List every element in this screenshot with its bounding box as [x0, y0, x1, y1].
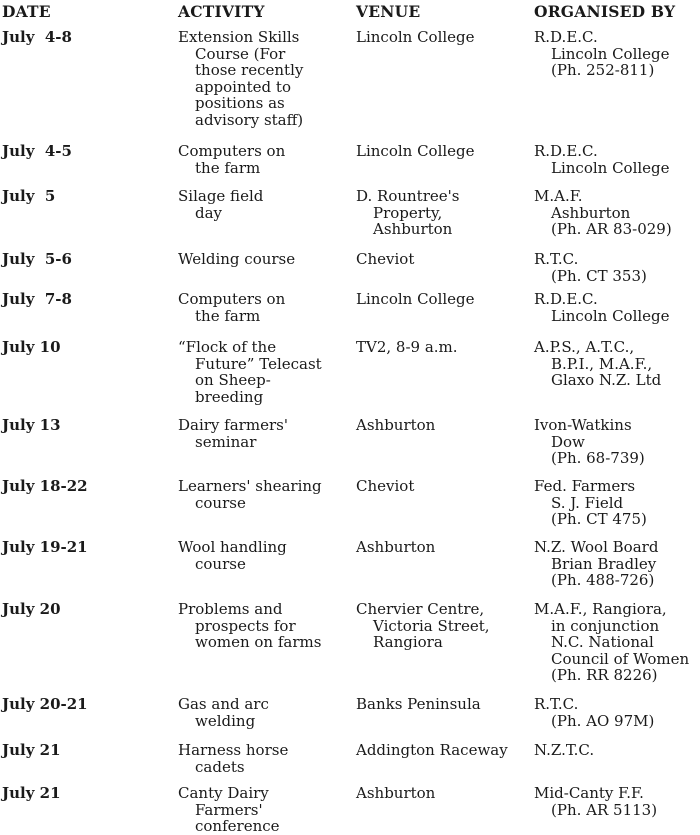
- event-activity-line: “Flock of the: [178, 338, 277, 356]
- event-activity: [178, 785, 348, 835]
- event-organiser-line: (Ph. 252-811): [551, 61, 655, 79]
- event-venue-line: Addington Raceway: [356, 741, 508, 759]
- event-date: July 20-21: [2, 695, 88, 713]
- event-venue-line: Lincoln College: [356, 142, 475, 160]
- event-activity: [178, 696, 348, 729]
- event-activity-line: advisory staff): [195, 110, 304, 129]
- event-activity-line: on Sheep-: [195, 371, 271, 389]
- event-venue-line: Rangiora: [373, 633, 443, 651]
- event-activity: [178, 143, 348, 176]
- event-organiser: [534, 417, 700, 467]
- event-venue-line: Lincoln College: [356, 28, 475, 46]
- event-venue: [356, 785, 526, 802]
- event-activity-line: conference: [195, 817, 280, 835]
- event-organiser: [534, 696, 700, 729]
- event-organiser-line: R.D.E.C.: [534, 28, 598, 46]
- event-venue-line: Lincoln College: [356, 290, 475, 308]
- event-organiser-line: (Ph. AR 5113): [551, 800, 658, 819]
- event-organiser-line: Brian Bradley: [551, 554, 657, 573]
- event-organiser-line: B.P.I., M.A.F.,: [551, 354, 653, 373]
- event-activity-line: prospects for: [195, 616, 296, 635]
- event-organiser: [534, 601, 700, 684]
- event-activity: [178, 251, 348, 268]
- event-activity-line: positions as: [195, 94, 285, 112]
- event-organiser-line: M.A.F., Rangiora,: [534, 600, 667, 618]
- event-organiser-line: M.A.F.: [534, 187, 583, 205]
- event-venue: [356, 291, 526, 308]
- event-organiser: [534, 143, 700, 176]
- event-venue: [356, 417, 526, 434]
- event-activity: [178, 417, 348, 450]
- event-activity-line: Computers on: [178, 142, 286, 160]
- event-venue: [356, 478, 526, 495]
- event-organiser-line: Fed. Farmers: [534, 477, 636, 495]
- event-venue: [356, 339, 526, 356]
- event-date: July 21: [2, 741, 61, 759]
- event-venue-line: Victoria Street,: [373, 616, 490, 635]
- event-venue-line: Ashburton: [356, 416, 436, 434]
- event-activity-line: Welding course: [178, 250, 296, 268]
- event-date: July 5-6: [2, 250, 72, 268]
- event-organiser-line: (Ph. RR 8226): [551, 666, 658, 684]
- event-organiser-line: R.T.C.: [534, 250, 579, 268]
- event-venue-line: Ashburton: [356, 784, 436, 802]
- event-venue: [356, 601, 526, 651]
- event-activity-line: Farmers': [195, 800, 263, 819]
- event-organiser: [534, 478, 700, 528]
- event-activity-line: the farm: [195, 306, 261, 325]
- header-organiser: ORGANISED BY: [534, 2, 676, 21]
- event-activity: [178, 291, 348, 324]
- event-venue-line: Cheviot: [356, 477, 415, 495]
- event-activity-line: Computers on: [178, 290, 286, 308]
- event-date: July 4-5: [2, 142, 72, 160]
- event-organiser: [534, 29, 700, 79]
- event-activity-line: day: [195, 203, 223, 222]
- event-date: July 20: [2, 600, 61, 618]
- event-organiser: [534, 785, 700, 818]
- event-date: July 5: [2, 187, 56, 205]
- event-organiser-line: (Ph. 488-726): [551, 571, 655, 589]
- event-activity: [178, 188, 348, 221]
- event-date: July 4-8: [2, 28, 72, 46]
- event-organiser: [534, 339, 700, 389]
- event-organiser-line: (Ph. AO 97M): [551, 711, 655, 730]
- event-organiser-line: (Ph. 68-739): [551, 449, 645, 467]
- event-activity: [178, 601, 348, 651]
- event-activity-line: seminar: [195, 432, 257, 451]
- event-organiser-line: Lincoln College: [551, 306, 670, 325]
- event-organiser: [534, 539, 700, 589]
- header-date: DATE: [2, 2, 51, 21]
- event-organiser-line: (Ph. CT 353): [551, 266, 647, 285]
- event-organiser: [534, 742, 700, 759]
- event-organiser-line: N.Z.T.C.: [534, 741, 595, 759]
- event-organiser: [534, 188, 700, 238]
- event-activity-line: Learners' shearing: [178, 477, 322, 495]
- event-activity-line: course: [195, 493, 246, 512]
- event-venue-line: TV2, 8-9 a.m.: [356, 338, 458, 356]
- event-activity-line: those recently: [195, 61, 304, 79]
- event-organiser-line: N.C. National: [551, 633, 654, 651]
- event-activity-line: the farm: [195, 158, 261, 177]
- event-venue-line: Ashburton: [356, 538, 436, 556]
- event-venue: [356, 539, 526, 556]
- event-venue-line: Banks Peninsula: [356, 695, 481, 713]
- event-activity-line: Extension Skills: [178, 28, 300, 46]
- event-venue-line: Ashburton: [373, 220, 453, 238]
- event-venue-line: Cheviot: [356, 250, 415, 268]
- event-activity: [178, 742, 348, 775]
- event-organiser-line: Council of Women: [551, 649, 690, 668]
- event-activity: [178, 29, 348, 128]
- event-venue-line: Property,: [373, 203, 443, 222]
- event-activity-line: cadets: [195, 757, 245, 776]
- event-activity-line: Gas and arc: [178, 695, 269, 713]
- event-activity-line: Course (For: [195, 44, 286, 63]
- event-activity-line: Harness horse: [178, 741, 289, 759]
- event-organiser-line: Dow: [551, 432, 585, 451]
- event-organiser-line: R.D.E.C.: [534, 142, 598, 160]
- event-organiser-line: R.D.E.C.: [534, 290, 598, 308]
- event-date: July 18-22: [2, 477, 88, 495]
- event-organiser-line: A.P.S., A.T.C.,: [534, 338, 635, 356]
- event-organiser-line: Lincoln College: [551, 44, 670, 63]
- event-activity-line: welding: [195, 711, 256, 730]
- event-organiser: [534, 291, 700, 324]
- event-venue: [356, 742, 526, 759]
- event-venue: [356, 188, 526, 238]
- event-activity-line: women on farms: [195, 633, 322, 651]
- event-organiser-line: Ashburton: [551, 203, 631, 222]
- event-organiser-line: Glaxo N.Z. Ltd: [551, 371, 662, 389]
- event-organiser-line: N.Z. Wool Board: [534, 538, 659, 556]
- event-activity-line: appointed to: [195, 77, 291, 96]
- event-activity: [178, 478, 348, 511]
- event-activity-line: Problems and: [178, 600, 283, 618]
- event-activity-line: Dairy farmers': [178, 416, 288, 434]
- event-organiser-line: Lincoln College: [551, 158, 670, 177]
- event-activity: [178, 339, 348, 405]
- event-organiser-line: Mid-Canty F.F.: [534, 784, 644, 802]
- event-organiser-line: S. J. Field: [551, 493, 624, 512]
- event-activity-line: Future” Telecast: [195, 354, 322, 373]
- event-venue-line: D. Rountree's: [356, 187, 460, 205]
- event-activity-line: Silage field: [178, 187, 264, 205]
- event-organiser: [534, 251, 700, 284]
- header-activity: ACTIVITY: [178, 2, 265, 21]
- event-organiser-line: Ivon-Watkins: [534, 416, 632, 434]
- event-date: July 10: [2, 338, 61, 356]
- event-venue: [356, 251, 526, 268]
- event-activity-line: course: [195, 554, 246, 573]
- event-venue: [356, 29, 526, 46]
- event-venue: [356, 143, 526, 160]
- event-date: July 21: [2, 784, 61, 802]
- event-organiser-line: (Ph. AR 83-029): [551, 220, 672, 238]
- event-activity: [178, 539, 348, 572]
- event-organiser-line: in conjunction: [551, 616, 660, 635]
- event-date: July 19-21: [2, 538, 88, 556]
- event-organiser-line: R.T.C.: [534, 695, 579, 713]
- event-activity-line: Wool handling: [178, 538, 287, 556]
- event-organiser-line: (Ph. CT 475): [551, 510, 647, 528]
- event-venue: [356, 696, 526, 713]
- event-activity-line: Canty Dairy: [178, 784, 269, 802]
- header-venue: VENUE: [356, 2, 421, 21]
- event-venue-line: Chervier Centre,: [356, 600, 485, 618]
- event-activity-line: breeding: [195, 387, 264, 406]
- event-date: July 13: [2, 416, 61, 434]
- event-date: July 7-8: [2, 290, 72, 308]
